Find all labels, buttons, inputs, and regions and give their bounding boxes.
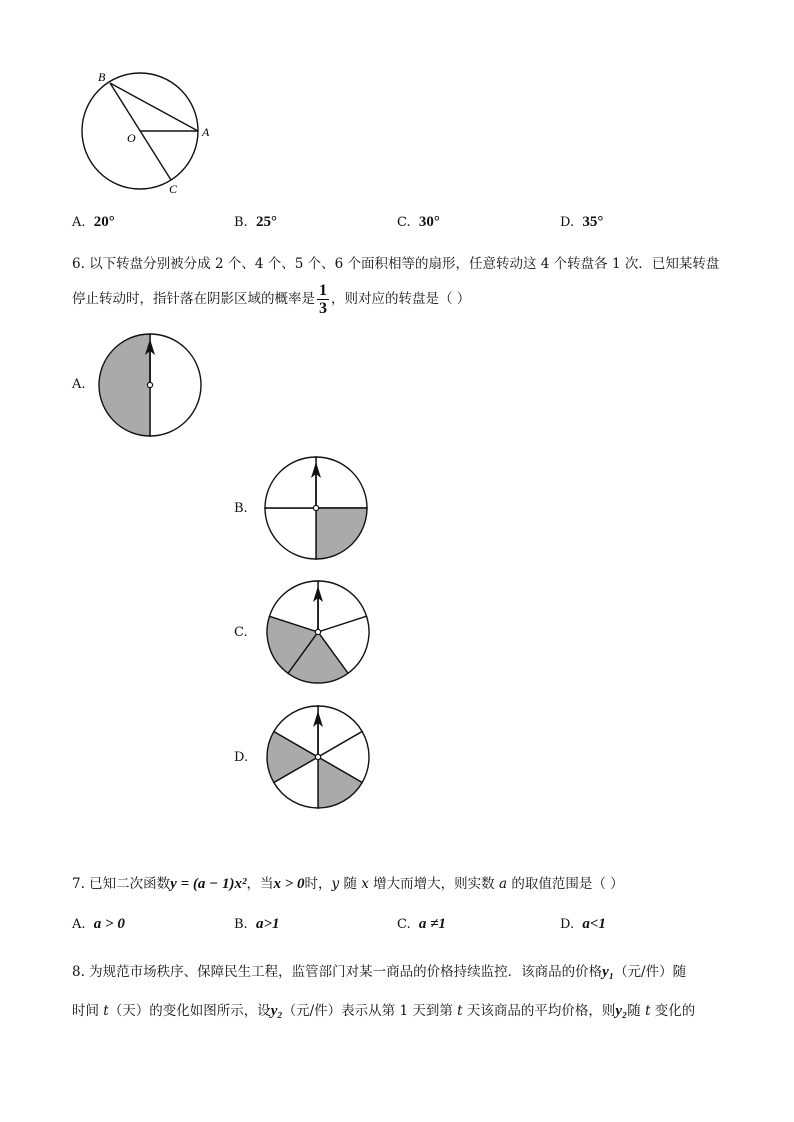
q8-line2-f: 变化的 [650, 1003, 696, 1019]
q7-var-y: y [331, 876, 340, 892]
label-c: C [169, 182, 178, 196]
label-a: A [202, 125, 210, 139]
q6-line2-pre: 停止转动时，指针落在阴影区域的概率是 [72, 291, 315, 307]
q8-var-t1: t [103, 1003, 109, 1019]
q5-option-b-letter: B. [234, 215, 248, 230]
spinner-sector [316, 457, 367, 508]
q8-y2a: y₂ [270, 1003, 283, 1019]
q8-line2-b: （天）的变化如图所示，设 [108, 1003, 271, 1019]
q5-option-a-letter: A. [72, 215, 86, 230]
q7-option-d-letter: D. [560, 917, 575, 932]
q7-option-c-letter: C. [397, 917, 411, 932]
q8-y1: y₁ [602, 964, 615, 980]
q7-post: 的取值范围是（ ） [507, 876, 624, 892]
q8-stem-line1 [72, 960, 686, 981]
spinner-sector [316, 508, 367, 559]
q7-option-c-value: a ≠1 [418, 916, 446, 932]
pointer-pivot [315, 754, 320, 759]
q5-option-d-letter: D. [560, 215, 575, 230]
q8-line1-post: （元/件）随 [614, 964, 687, 980]
q6-option-d-letter[interactable]: D. [234, 750, 249, 765]
q6-line2-post: ，则对应的转盘是（ ） [331, 291, 471, 307]
q8-line2-a: 时间 [72, 1003, 104, 1019]
q8-stem-line2 [72, 999, 695, 1020]
q6-stem-line1: 6. 以下转盘分别被分成 2 个、4 个、5 个、6 个面积相等的扇形，任意转动这 4 个转盘各 1 次．已知某转盘 [72, 256, 720, 272]
q6-option-b-letter[interactable]: B. [234, 501, 248, 516]
pointer-pivot [147, 382, 152, 387]
q7-var-x: x [361, 876, 369, 892]
q6-option-c-letter[interactable]: C. [234, 625, 248, 640]
q5-option-b-value: 25° [255, 214, 277, 230]
spinner-c[interactable] [264, 578, 372, 686]
q7-pre: 7. 已知二次函数 [72, 876, 171, 892]
spinner-sector [265, 457, 316, 508]
probability-fraction [317, 282, 329, 317]
q8-line2-d: 天该商品的平均价格，则 [462, 1003, 616, 1019]
q5-option-d[interactable] [560, 214, 603, 231]
q5-option-c-letter: C. [397, 215, 411, 230]
q7-option-b[interactable] [234, 916, 280, 933]
pointer-pivot [313, 505, 318, 510]
q7-condition: x > 0 [273, 876, 305, 892]
chord-ba [110, 83, 198, 131]
spinner-sector [150, 334, 201, 436]
q8-var-t3: t [645, 1003, 651, 1019]
pointer-pivot [315, 629, 320, 634]
circle-geometry-figure [70, 66, 230, 198]
q8-line2-e: 随 [627, 1003, 646, 1019]
spinner-sector [265, 508, 316, 559]
spinner-d[interactable] [264, 703, 372, 811]
q7-option-a-value: a > 0 [93, 916, 125, 932]
q7-stem [72, 872, 624, 893]
fraction-denominator: 3 [319, 300, 327, 317]
q5-option-d-value: 35° [582, 214, 604, 230]
label-b: B [98, 70, 106, 84]
q7-function: y = (a − 1)x² [170, 876, 247, 892]
q6-option-a-letter[interactable]: A. [72, 377, 86, 392]
q5-option-b[interactable] [234, 214, 277, 231]
q7-mid3: 随 [339, 876, 362, 892]
spinner-a[interactable] [96, 331, 204, 439]
q8-line1-pre: 8. 为规范市场秩序、保障民生工程，监管部门对某一商品的价格持续监控．该商品的价格 [72, 964, 603, 980]
q7-mid2: 时， [304, 876, 332, 892]
label-o: O [127, 131, 136, 145]
q8-var-t2: t [457, 1003, 463, 1019]
q5-option-c-value: 30° [418, 214, 440, 230]
q7-option-c[interactable] [397, 916, 446, 933]
fraction-numerator: 1 [319, 282, 327, 299]
q8-y2b: y₂ [615, 1003, 628, 1019]
q6-stem-line2 [72, 282, 470, 317]
q7-option-a-letter: A. [72, 917, 86, 932]
q7-mid4: 增大而增大，则实数 [368, 876, 499, 892]
q7-option-b-value: a>1 [255, 916, 280, 932]
spinner-sector [99, 334, 150, 436]
q7-mid1: ，当 [246, 876, 274, 892]
q7-option-d-value: a<1 [582, 916, 606, 932]
q5-option-a-value: 20° [93, 214, 115, 230]
q7-option-b-letter: B. [234, 917, 248, 932]
q7-var-a: a [498, 876, 508, 892]
q7-option-d[interactable] [560, 916, 606, 933]
q5-option-c[interactable] [397, 214, 440, 231]
q5-option-a[interactable] [72, 214, 115, 231]
q8-line2-c: （元/件）表示从第 1 天到第 [282, 1003, 458, 1019]
spinner-b[interactable] [262, 454, 370, 562]
q7-option-a[interactable] [72, 916, 125, 933]
